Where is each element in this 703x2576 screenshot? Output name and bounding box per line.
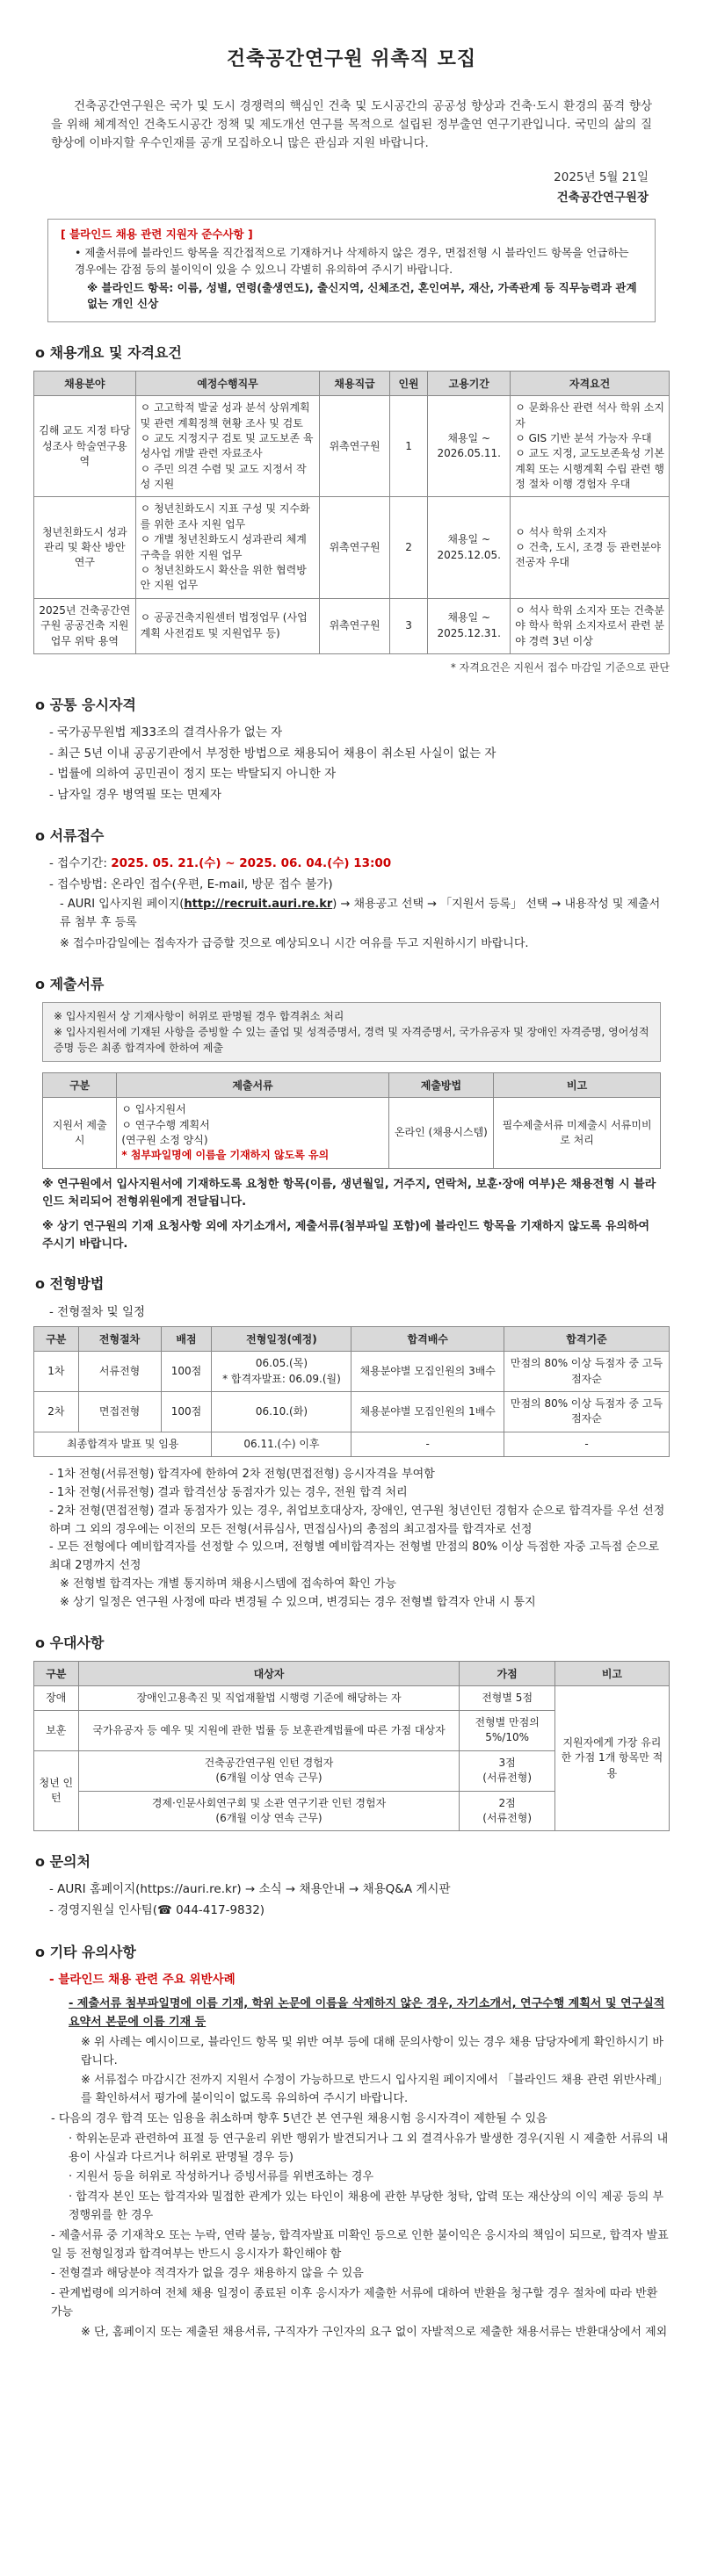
- selection-table: [33, 1326, 670, 1457]
- docs-warning: * 첨부파일명에 이름을 기재하지 않도록 유의: [121, 1149, 330, 1162]
- cell-final-crit: -: [504, 1432, 669, 1456]
- cell-kind: 장애: [34, 1685, 79, 1710]
- cell-duty: ㅇ 고고학적 발굴 성과 분석 상위계획 및 관련 계획정책 현황 조사 및 검토 ㅇ 교도 지정지구 검토 및 교도보존 육성사업 개발 관련 자료조사 ㅇ 주민 의견 수렴 및 교도 지정서 작성 지원: [135, 396, 320, 497]
- selection-list: [33, 1466, 670, 1576]
- documents-warning-box: [42, 1002, 661, 1062]
- cell-final-mult: -: [352, 1432, 504, 1456]
- blind-items: ※ 블라인드 항목: 이름, 성별, 연령(출생연도), 출신지역, 신체조건, 혼인여부, 재산, 가족관계 등 직무능력과 관계없는 개인 신상: [87, 280, 637, 311]
- list-item: - 법률에 의하여 공민권이 정지 또는 박탈되지 아니한 자: [49, 764, 670, 785]
- table-row: [34, 1432, 670, 1456]
- section-preference-title: o 우대사항: [35, 1632, 670, 1652]
- application-url-line: [33, 896, 670, 933]
- etc-subitem: · 지원서 등을 허위로 작성하거나 증빙서류를 위변조하는 경우: [69, 2170, 374, 2184]
- contact-phone: - 경영지원실 인사팀(☎ 044-417-9832): [49, 1901, 670, 1922]
- section-etc-title: o 기타 유의사항: [35, 1941, 670, 1961]
- etc-item: - 전형결과 해당분야 적격자가 없을 경우 채용하지 않을 수 있음: [51, 2267, 364, 2281]
- section-eligibility-title: o 공통 응시자격: [35, 694, 670, 714]
- cell-crit: 만점의 80% 이상 득점자 중 고득점자순: [504, 1392, 669, 1432]
- th-score: 배점: [161, 1327, 212, 1352]
- cell-crit: 만점의 80% 이상 득점자 중 고득점자순: [504, 1352, 669, 1392]
- cell-score: 100점: [161, 1392, 212, 1432]
- application-period: [49, 854, 670, 875]
- cell-target: 건축공간연구원 인턴 경험자 (6개월 이상 연속 근무): [78, 1750, 460, 1791]
- th-note: 비고: [494, 1073, 661, 1098]
- cell-req: ㅇ 석사 학위 소지자 ㅇ 건축, 도시, 조경 등 관련분야 전공자 우대: [511, 497, 670, 598]
- cell-field: 김해 교도 지정 타당성조사 학술연구용역: [34, 396, 136, 497]
- period-label: 접수기간:: [57, 856, 107, 871]
- period-value: 2025. 05. 21.(수) ~ 2025. 06. 04.(수) 13:00: [111, 856, 392, 871]
- cell-rank: 위촉연구원: [320, 598, 390, 653]
- documents-warning-2: ※ 입사지원서에 기재된 사항을 증빙할 수 있는 졸업 및 성적증명서, 경력 및 자격증명서, 국가유공자 및 장애인 자격증명, 영어성적증명 등은 최종 합격자에 한하여 제출: [54, 1026, 649, 1055]
- page-title: 건축공간연구원 위촉직 모집: [226, 48, 477, 70]
- th-kind: 구분: [34, 1327, 79, 1352]
- list-item: - 남자일 경우 병역필 또는 면제자: [49, 785, 670, 806]
- cell-duty: ㅇ 공공건축지원센터 법정업무 (사업계획 사전검토 및 지원업무 등): [135, 598, 320, 653]
- blind-notice-box: [47, 219, 656, 322]
- cell-pref-note: 지원자에게 가장 유리한 가점 1개 항목만 적용: [554, 1685, 669, 1831]
- list-item: - 2차 전형(면접전형) 결과 동점자가 있는 경우, 취업보호대상자, 장애인, 연구원 청년인턴 경험자 순으로 합격자를 우선 선정하며 그 외의 경우에는 이전의 모든 전형(서류심사, 면접심사)의 총점의 최고점자를 합격자로 선정: [49, 1503, 670, 1540]
- th-num: 인원: [389, 372, 427, 396]
- selection-note-2: ※ 상기 일정은 연구원 사정에 따라 변경될 수 있으며, 변경되는 경우 전형별 합격자 안내 시 통지: [60, 1595, 536, 1609]
- th-period: 고용기간: [428, 372, 511, 396]
- table-row: [43, 1098, 661, 1169]
- etc-red-heading: - 블라인드 채용 관련 주요 위반사례: [49, 1970, 670, 1991]
- table-row: [34, 396, 670, 497]
- etc-subitem: · 합격자 본인 또는 합격자와 밀접한 관계가 있는 타인이 채용에 관한 부당한 청탁, 압력 또는 재산상의 이익 제공 등의 부정행위를 한 경우: [69, 2190, 664, 2222]
- th-req: 자격요건: [511, 372, 670, 396]
- cell-mult: 채용분야별 모집인원의 3배수: [352, 1352, 504, 1392]
- intro-text: 건축공간연구원은 국가 및 도시 경쟁력의 핵심인 건축 및 도시공간의 공공성 향상과 건축·도시 환경의 품격 향상을 위해 체계적인 건축도시공간 정책 및 제도개선 연구를 목적으로 설립된 정부출연 연구기관입니다. 국민의 삶의 질 향상에 이바지할 우수인재를 공개 모집하오니 많은 관심과 지원 바랍니다.: [51, 99, 652, 150]
- th-pts: 가점: [460, 1661, 554, 1685]
- cell-kind: 보훈: [34, 1710, 79, 1750]
- cell-period: 채용일 ~ 2025.12.05.: [428, 497, 511, 598]
- etc-note-2: ※ 서류접수 마감시간 전까지 지원서 수정이 가능하므로 반드시 입사지원 페이지에서 「블라인드 채용 관련 위반사례」를 확인하셔서 평가에 불이익이 없도록 유의하여 주시기 바랍니다.: [81, 2074, 669, 2106]
- th-docs: 제출서류: [117, 1073, 388, 1098]
- table-row: [34, 598, 670, 653]
- cell-num: 2: [389, 497, 427, 598]
- cell-pts: 전형별 5점: [460, 1685, 554, 1710]
- th-date: 전형일정(예정): [212, 1327, 352, 1352]
- th-field: 채용분야: [34, 372, 136, 396]
- cell-period: 채용일 ~ 2025.12.31.: [428, 598, 511, 653]
- table-row: [34, 1352, 670, 1392]
- cell-note: 필수제출서류 미제출시 서류미비로 처리: [494, 1098, 661, 1169]
- url-suffix: ) → 채용공고 선택 → 「지원서 등록」 선택 → 내용작성 및 제출서류 첨부 후 등록: [60, 897, 661, 929]
- cell-period: 채용일 ~ 2026.05.11.: [428, 396, 511, 497]
- etc-subitem: · 학위논문과 관련하여 표절 등 연구윤리 위반 행위가 발견되거나 그 외 결격사유가 발생한 경우(지원 시 제출한 서류의 내용이 사실과 다르거나 허위로 판명될 경우 등): [69, 2132, 669, 2164]
- table-row: [34, 1392, 670, 1432]
- cell-target: 국가유공자 등 예우 및 지원에 관한 법률 등 보훈관계법률에 따른 가점 대상자: [78, 1710, 460, 1750]
- docs-list: ㅇ 입사지원서 ㅇ 연구수행 계획서 (연구원 소정 양식): [121, 1103, 210, 1146]
- cell-step: 면접전형: [78, 1392, 161, 1432]
- cell-req: ㅇ 문화유산 관련 석사 학위 소지자 ㅇ GIS 기반 분석 가능자 우대 ㅇ 교도 지정, 교도보존육성 기본계획 또는 시행계획 수립 관련 행정 절차 이행 경험자 우대: [511, 396, 670, 497]
- cell-field: 2025년 건축공간연구원 공공건축 지원업무 위탁 용역: [34, 598, 136, 653]
- preference-table: [33, 1661, 670, 1832]
- section-contact-title: o 문의처: [35, 1851, 670, 1871]
- contact-homepage[interactable]: - AURI 홈페이지(https://auri.re.kr) → 소식 → 채용안내 → 채용Q&A 게시판: [49, 1880, 670, 1901]
- etc-details: [51, 1995, 670, 2341]
- org-signature: 건축공간연구원장: [556, 191, 649, 206]
- recruit-link[interactable]: http://recruit.auri.re.kr: [184, 897, 333, 911]
- th-method: 제출방법: [388, 1073, 494, 1098]
- cell-final-label: 최종합격자 발표 및 임용: [34, 1432, 212, 1456]
- cell-mult: 채용분야별 모집인원의 1배수: [352, 1392, 504, 1432]
- cell-step: 서류전형: [78, 1352, 161, 1392]
- application-method: - 접수방법: 온라인 접수(우편, E-mail, 방문 접수 불가): [49, 875, 670, 896]
- etc-item: - 다음의 경우 합격 또는 임용을 취소하며 향후 5년간 본 연구원 채용시험 응시자격이 제한될 수 있음: [51, 2111, 547, 2125]
- th-note: 비고: [554, 1661, 669, 1685]
- overview-note: * 자격요건은 지원서 접수 마감일 기준으로 판단: [450, 660, 670, 674]
- cell-target: 장애인고용촉진 및 직업재활법 시행령 기준에 해당하는 자: [78, 1685, 460, 1710]
- etc-item: - 관계법령에 의거하여 전체 채용 일정이 종료된 이후 응시자가 제출한 서류에 대하여 반환을 청구할 경우 절차에 따라 반환 가능: [51, 2287, 658, 2319]
- etc-note-3: ※ 단, 홈페이지 또는 제출된 채용서류, 구직자가 구인자의 요구 없이 자발적으로 제출한 채용서류는 반환대상에서 제외: [81, 2325, 668, 2339]
- th-target: 대상자: [78, 1661, 460, 1685]
- selection-note-1: ※ 전형별 합격자는 개별 통지하며 채용시스템에 접속하여 확인 가능: [60, 1577, 397, 1591]
- application-note: ※ 접수마감일에는 접속자가 급증할 것으로 예상되오니 시간 여유를 두고 지원하시기 바랍니다.: [60, 937, 529, 951]
- th-duty: 예정수행직무: [135, 372, 320, 396]
- list-item: - 모든 전형에다 예비합격자를 선정할 수 있으며, 전형별 예비합격자는 전형별 만점의 80% 이상 득점한 자중 고득점 순으로 최대 2명까지 선정: [49, 1539, 670, 1576]
- application-list: [33, 854, 670, 895]
- cell-target: 경제·인문사회연구회 및 소관 연구기관 인턴 경험자 (6개월 이상 연속 근무): [78, 1791, 460, 1831]
- cell-num: 1: [389, 396, 427, 497]
- selection-subtitle: - 전형절차 및 일정: [49, 1305, 146, 1320]
- cell-req: ㅇ 석사 학위 소지자 또는 건축분야 학사 학위 소지자로서 관련 분야 경력 3년 이상: [511, 598, 670, 653]
- section-overview-title: o 채용개요 및 자격요건: [35, 342, 670, 362]
- cell-num: 3: [389, 598, 427, 653]
- th-kind: 구분: [43, 1073, 117, 1098]
- eligibility-list: [33, 723, 670, 806]
- blind-warning-2: ※ 상기 연구원의 기재 요청사항 외에 자기소개서, 제출서류(첨부파일 포함)에 블라인드 항목을 기재하지 않도록 유의하여 주시기 바랍니다.: [42, 1219, 650, 1252]
- th-crit: 합격기준: [504, 1327, 669, 1352]
- cell-method: 온라인 (채용시스템): [388, 1098, 494, 1169]
- cell-kind: 지원서 제출 시: [43, 1098, 117, 1169]
- cell-final-date: 06.11.(수) 이후: [212, 1432, 352, 1456]
- cell-rank: 위촉연구원: [320, 396, 390, 497]
- cell-kind: 2차: [34, 1392, 79, 1432]
- list-item: - 국가공무원법 제33조의 결격사유가 없는 자: [49, 723, 670, 744]
- documents-warning-1: ※ 입사지원서 상 기재사항이 허위로 판명될 경우 합격취소 처리: [54, 1010, 344, 1023]
- etc-list: [33, 1970, 670, 1991]
- table-row: [34, 1685, 670, 1710]
- list-item: - 최근 5년 이내 공공기관에서 부정한 방법으로 채용되어 채용이 취소된 사실이 없는 자: [49, 744, 670, 765]
- section-application-title: o 서류접수: [35, 825, 670, 845]
- cell-docs: [117, 1098, 388, 1169]
- cell-pts: 2점 (서류전형): [460, 1791, 554, 1831]
- etc-note-1: ※ 위 사례는 예시이므로, 블라인드 항목 및 위반 여부 등에 대해 문의사항이 있는 경우 채용 담당자에게 확인하시기 바랍니다.: [81, 2035, 663, 2067]
- th-mult: 합격배수: [352, 1327, 504, 1352]
- section-selection-title: o 전형방법: [35, 1273, 670, 1293]
- list-item: - 1차 전형(서류전형) 결과 합격선상 동점자가 있는 경우, 전원 합격 처리: [49, 1484, 670, 1503]
- cell-pts: 3점 (서류전형): [460, 1750, 554, 1791]
- etc-violation: - 제출서류 첨부파일명에 이름 기재, 학위 논문에 이름을 삭제하지 않은 경우, 자기소개서, 연구수행 계획서 및 연구실적 요약서 본문에 이름 기재 등: [69, 1997, 665, 2029]
- notice-date: 2025년 5월 21일: [554, 170, 649, 184]
- documents-table: [42, 1072, 661, 1169]
- cell-duty: ㅇ 청년친화도시 지표 구성 및 지수화를 위한 조사 지원 업무 ㅇ 개별 청년친화도시 성과관리 체계 구축을 위한 지원 업무 ㅇ 청년친화도시 확산을 위한 협력방안 지원 업무: [135, 497, 320, 598]
- blind-notice-title: [ 블라인드 채용 관련 지원자 준수사항 ]: [61, 227, 253, 242]
- etc-item: - 제출서류 중 기재착오 또는 누락, 연락 불능, 합격자발표 미확인 등으로 인한 불이익은 응시자의 책임이 되므로, 합격자 발표일 등 전형일정과 합격여부는 반드시 응시자가 확인해야 함: [51, 2228, 669, 2261]
- cell-score: 100점: [161, 1352, 212, 1392]
- contact-list: [33, 1880, 670, 1921]
- cell-field: 청년친화도시 성과관리 및 확산 방안 연구: [34, 497, 136, 598]
- cell-kind: 1차: [34, 1352, 79, 1392]
- th-rank: 채용직급: [320, 372, 390, 396]
- cell-pts: 전형별 만점의 5%/10%: [460, 1710, 554, 1750]
- cell-date: 06.05.(목) * 합격자발표: 06.09.(월): [212, 1352, 352, 1392]
- th-step: 전형절차: [78, 1327, 161, 1352]
- list-item: - 1차 전형(서류전형) 합격자에 한하여 2차 전형(면접전형) 응시자격을 부여함: [49, 1466, 670, 1484]
- overview-table: [33, 371, 670, 654]
- cell-date: 06.10.(화): [212, 1392, 352, 1432]
- section-documents-title: o 제출서류: [35, 973, 670, 993]
- cell-kind: 청년 인턴: [34, 1750, 79, 1831]
- cell-rank: 위촉연구원: [320, 497, 390, 598]
- blind-notice-text: • 제출서류에 블라인드 항목을 직간접적으로 기재하거나 삭제하지 않은 경우, 면접전형 시 블라인드 항목을 언급하는 경우에는 감점 등의 불이익이 있을 수 있으니 각별히 유의하여 주시기 바랍니다.: [75, 246, 629, 276]
- url-prefix: - AURI 입사지원 페이지(: [60, 897, 185, 911]
- table-row: [34, 497, 670, 598]
- th-kind: 구분: [34, 1661, 79, 1685]
- blind-warning-1: ※ 연구원에서 입사지원서에 기재하도록 요청한 항목(이름, 생년월일, 거주지, 연락처, 보훈·장애 여부)은 채용전형 시 블라인드 처리되어 전형위원에게 전달됩니다.: [42, 1177, 656, 1209]
